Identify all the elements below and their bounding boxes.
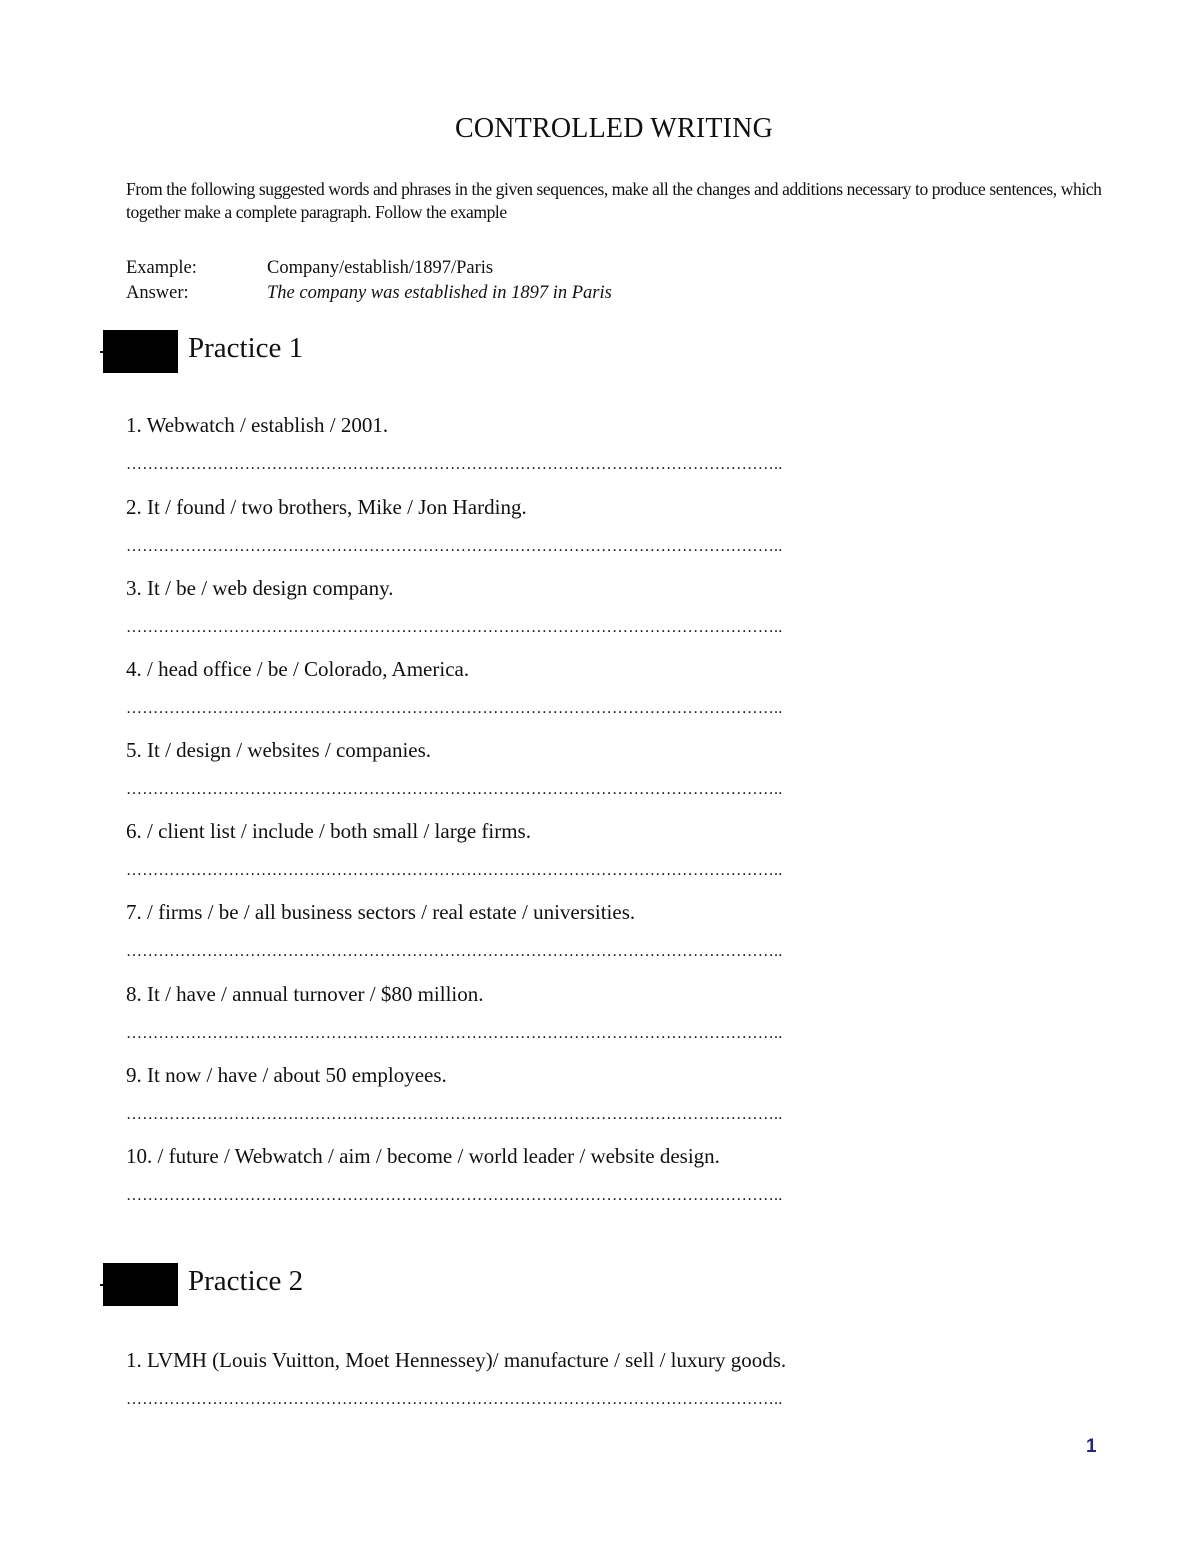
- exercise-item: [126, 737, 1026, 800]
- example-label: Example:: [126, 258, 197, 278]
- exercise-prompt: 2. It / found / two brothers, Mike / Jon Harding.: [126, 495, 527, 519]
- page-number: 1: [1086, 1436, 1097, 1457]
- answer-blank-line[interactable]: …………………………………………………………………………………………………………..: [126, 943, 783, 960]
- exercise-item: [126, 1062, 1026, 1125]
- example-row: [126, 258, 493, 279]
- answer-blank-line[interactable]: …………………………………………………………………………………………………………..: [126, 781, 783, 798]
- answer-label: Answer:: [126, 283, 189, 303]
- redaction-block: [103, 330, 178, 373]
- instructions-text: From the following suggested words and phrases in the given sequences, make all the changes and additions necessary to produce sentences, which together make a complete paragraph. Follow the example: [126, 179, 1102, 222]
- exercise-prompt: 4. / head office / be / Colorado, America.: [126, 657, 470, 681]
- exercise-prompt: 9. It now / have / about 50 employees.: [126, 1063, 447, 1087]
- exercise-item: [126, 575, 1026, 638]
- exercise-prompt: 5. It / design / websites / companies.: [126, 738, 432, 762]
- answer-blank-line[interactable]: …………………………………………………………………………………………………………..: [126, 1187, 783, 1204]
- exercise-prompt: 7. / firms / be / all business sectors / real estate / universities.: [126, 900, 636, 924]
- exercise-prompt: 10. / future / Webwatch / aim / become / world leader / website design.: [126, 1144, 720, 1168]
- exercise-item: [126, 494, 1026, 557]
- answer-blank-line[interactable]: …………………………………………………………………………………………………………..: [126, 1025, 783, 1042]
- answer-value: The company was established in 1897 in Paris: [267, 283, 612, 303]
- answer-blank-line[interactable]: …………………………………………………………………………………………………………..: [126, 700, 783, 717]
- exercise-item: [126, 818, 1026, 881]
- exercise-item: [126, 981, 1026, 1044]
- exercise-prompt: 8. It / have / annual turnover / $80 million.: [126, 982, 484, 1006]
- practice-2-heading: Practice 2: [188, 1265, 304, 1297]
- exercise-item: [126, 656, 1026, 719]
- exercise-item: [126, 1143, 1026, 1206]
- answer-blank-line[interactable]: …………………………………………………………………………………………………………..: [126, 538, 783, 555]
- redaction-block: [103, 1263, 178, 1306]
- exercise-prompt: 1. LVMH (Louis Vuitton, Moet Hennessey)/ manufacture / sell / luxury goods.: [126, 1348, 787, 1372]
- answer-row: [126, 283, 612, 304]
- exercise-item: [126, 412, 1026, 475]
- exercise-item: [126, 1347, 1026, 1410]
- page-title: CONTROLLED WRITING: [454, 113, 774, 144]
- answer-blank-line[interactable]: …………………………………………………………………………………………………………..: [126, 619, 783, 636]
- exercise-prompt: 3. It / be / web design company.: [126, 576, 394, 600]
- exercise-item: [126, 899, 1026, 962]
- exercise-prompt: 1. Webwatch / establish / 2001.: [126, 413, 389, 437]
- answer-blank-line[interactable]: …………………………………………………………………………………………………………..: [126, 1391, 783, 1408]
- answer-blank-line[interactable]: …………………………………………………………………………………………………………..: [126, 1106, 783, 1123]
- exercise-prompt: 6. / client list / include / both small / large firms.: [126, 819, 531, 843]
- practice-1-heading: Practice 1: [188, 332, 304, 364]
- answer-blank-line[interactable]: …………………………………………………………………………………………………………..: [126, 862, 783, 879]
- example-value: Company/establish/1897/Paris: [267, 258, 494, 278]
- answer-blank-line[interactable]: …………………………………………………………………………………………………………..: [126, 456, 783, 473]
